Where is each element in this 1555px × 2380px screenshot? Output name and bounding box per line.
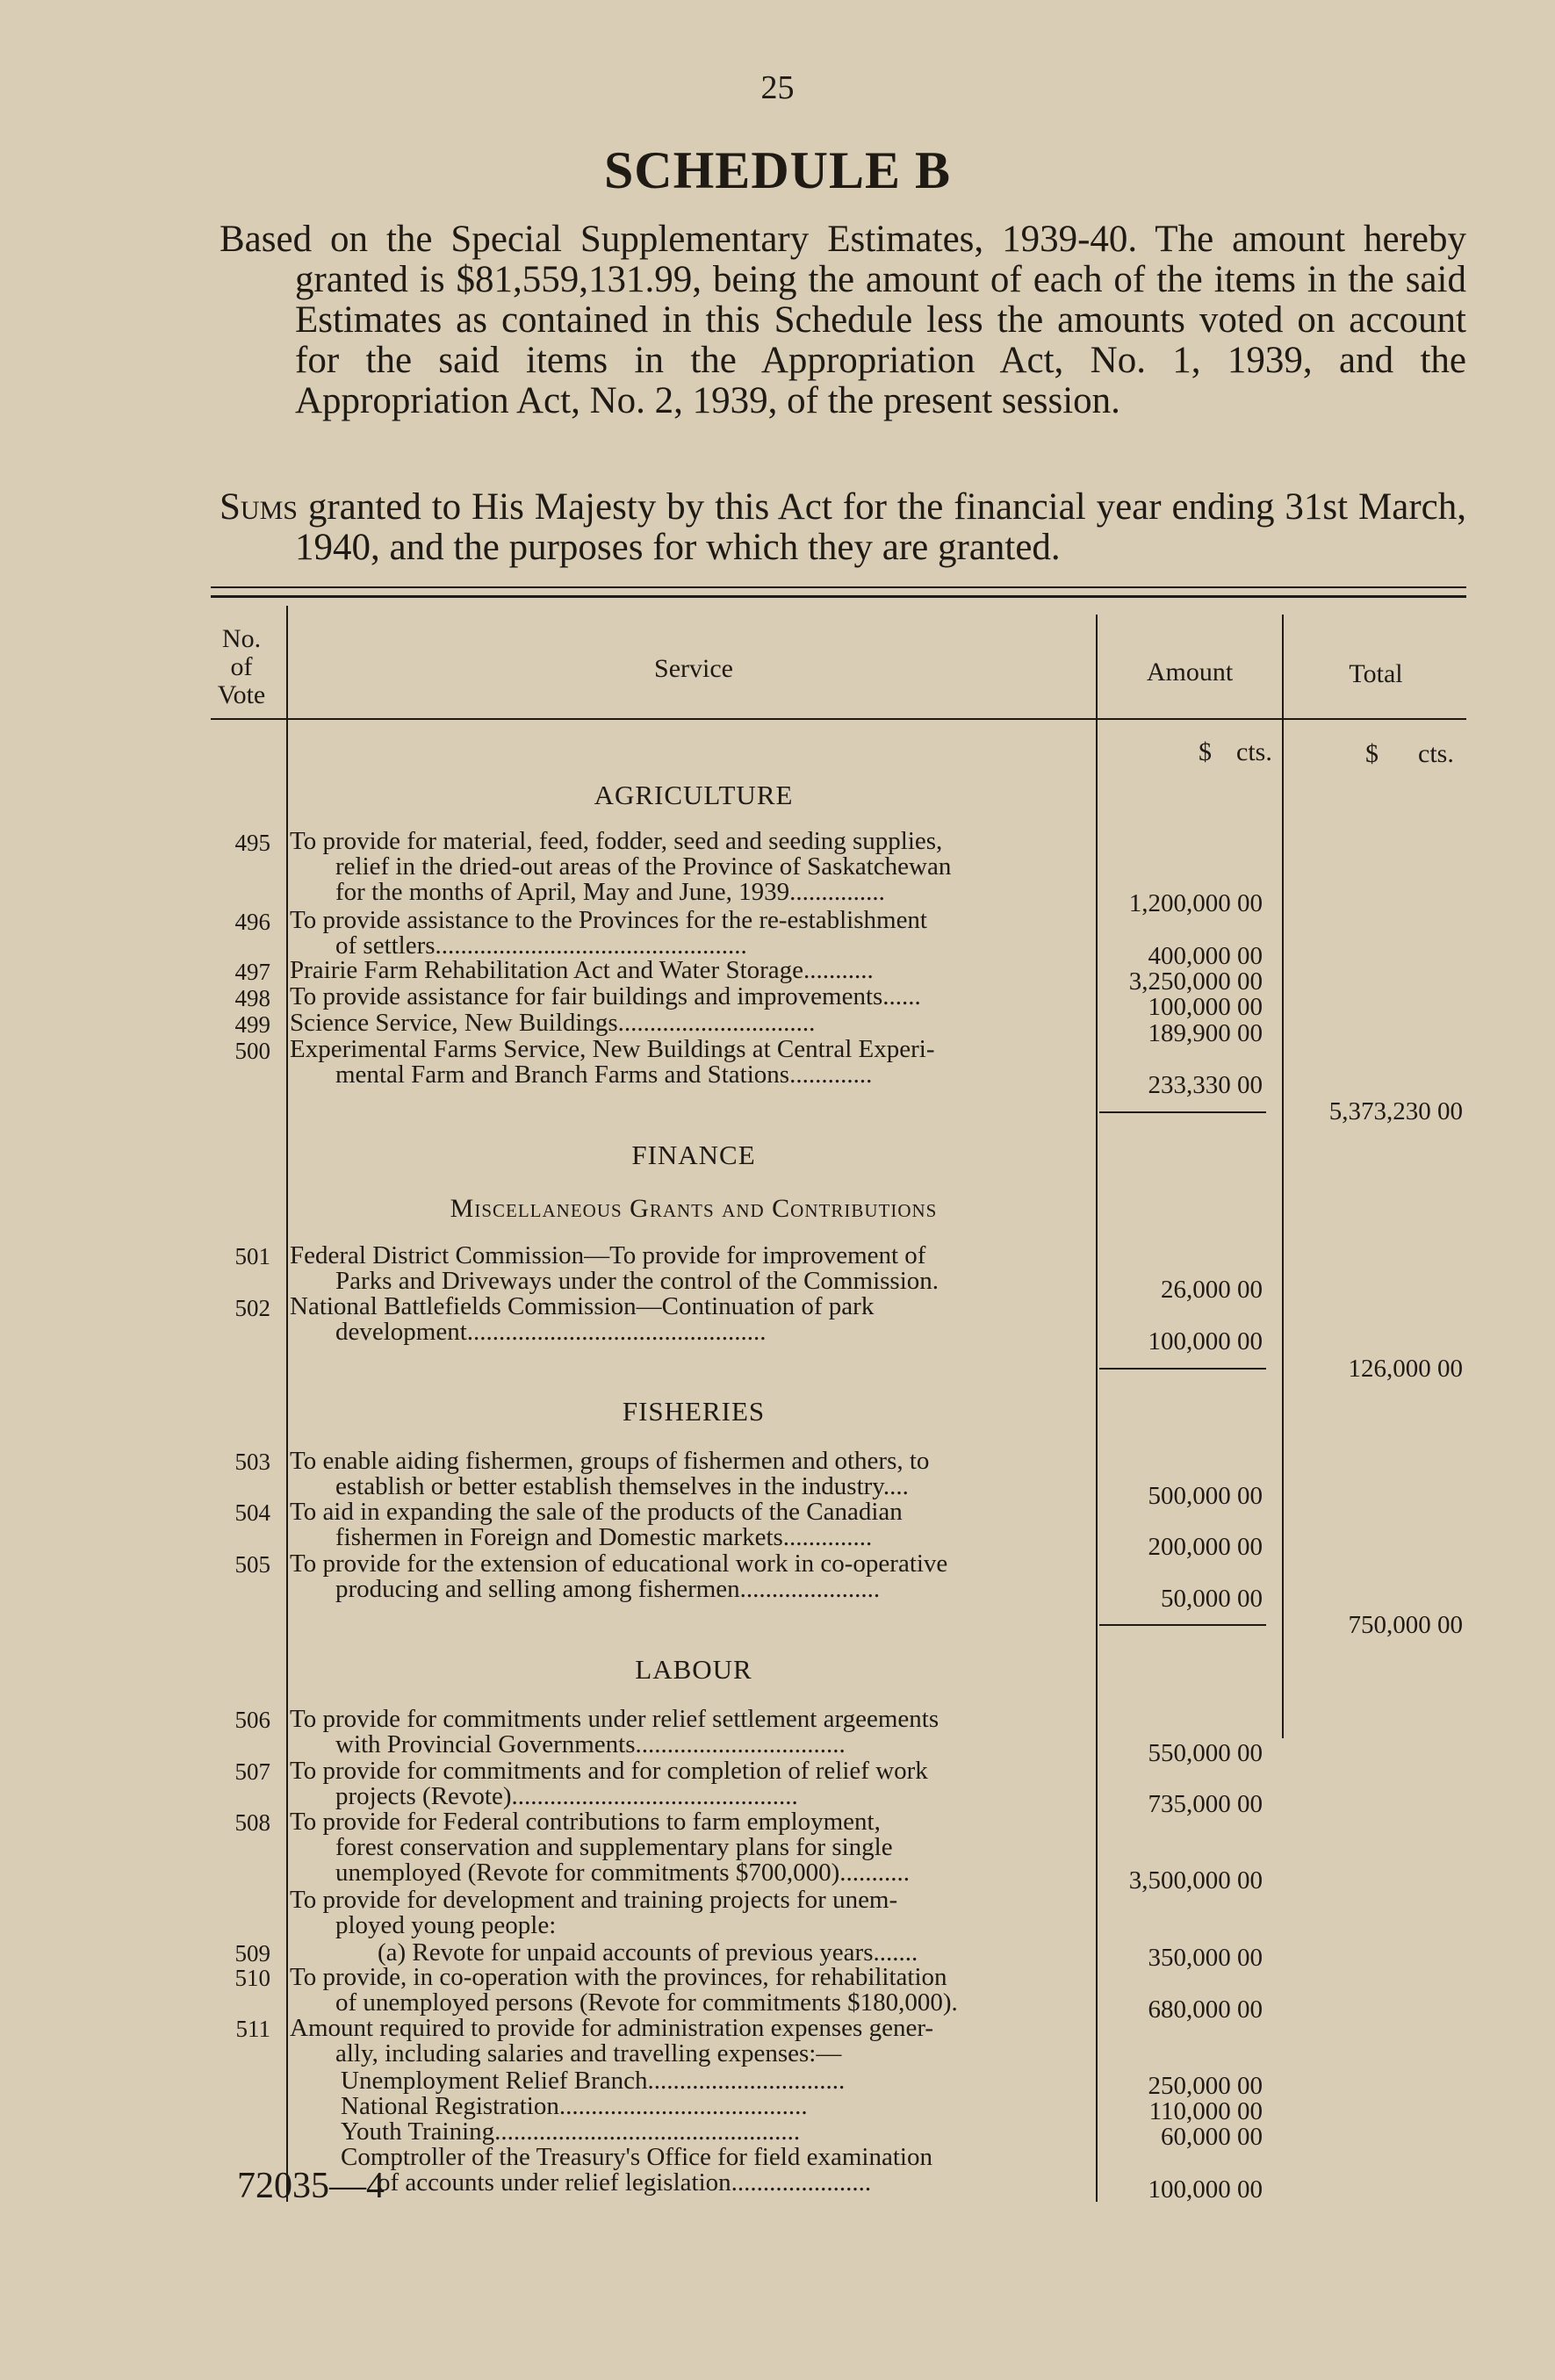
sums-lead: Sums	[220, 486, 298, 528]
section-agriculture: AGRICULTURE	[594, 780, 794, 810]
vote-number: 509	[234, 1940, 270, 1967]
amount-value: 350,000 00	[1148, 1944, 1263, 1972]
service-header: Service	[654, 654, 733, 683]
vote-number: 501	[234, 1243, 270, 1269]
service-item: To provide assistance to the Provinces for the re-establishment of settlers.................................................	[290, 908, 927, 959]
service-item: Science Service, New Buildings...............................	[290, 1010, 816, 1036]
vote-number: 506	[234, 1707, 270, 1733]
vote-number: 507	[234, 1758, 270, 1785]
total-header: Total	[1349, 659, 1403, 688]
service-item: Experimental Farms Service, New Buildings at Central Experi- mental Farm and Branch Farms and Stations.............	[290, 1037, 935, 1088]
subtotal-rule	[1099, 1624, 1266, 1626]
vote-number: 503	[234, 1449, 270, 1475]
service-subitem: Youth Training................................................	[341, 2119, 801, 2145]
sums-paragraph	[220, 486, 1466, 568]
service-subitem: Unemployment Relief Branch...............................	[341, 2068, 846, 2094]
service-item: Federal District Commission—To provide for improvement of Parks and Driveways under the control of the Commission.	[290, 1243, 939, 1294]
service-item: National Battlefields Commission—Continuation of park development...............................................	[290, 1294, 875, 1345]
amount-dollar-label: $	[1199, 737, 1212, 766]
vote-number: 499	[234, 1011, 270, 1038]
amount-value: 735,000 00	[1148, 1790, 1263, 1818]
service-item: To aid in expanding the sale of the products of the Canadian fishermen in Foreign and Domestic markets..............	[290, 1499, 903, 1550]
amount-value: 100,000 00	[1148, 1327, 1263, 1355]
amount-value: 1,200,000 00	[1128, 889, 1263, 917]
service-item: Amount required to provide for administration expenses gener- ally, including salaries and travelling expenses:—	[290, 2016, 934, 2067]
amount-value: 680,000 00	[1148, 1995, 1263, 2024]
amount-header: Amount	[1146, 658, 1234, 687]
amount-cents-label: cts.	[1236, 737, 1272, 766]
service-item: To provide for development and training projects for unem- ployed young people:	[290, 1887, 898, 1938]
footer-code: 72035—4	[237, 2166, 385, 2206]
service-item: To provide for commitments and for completion of relief work projects (Revote).............................................	[290, 1758, 928, 1809]
amount-value: 233,330 00	[1148, 1071, 1263, 1099]
vote-number: 502	[234, 1295, 270, 1321]
amount-value: 400,000 00	[1148, 942, 1263, 970]
section-total-fisheries: 750,000 00	[1348, 1611, 1463, 1639]
vote-header: No. of Vote	[217, 624, 266, 709]
amount-value: 250,000 00	[1148, 2072, 1263, 2100]
service-item: To provide for Federal contributions to farm employment, forest conservation and supplementary plans for single unemployed (Revote for commitments $700,000)...........	[290, 1809, 911, 1886]
vote-number: 504	[234, 1499, 270, 1526]
section-fisheries: FISHERIES	[622, 1396, 766, 1427]
service-item: (a) Revote for unpaid accounts of previous years.......	[378, 1940, 918, 1966]
vote-number: 510	[234, 1965, 270, 1991]
vote-number: 497	[234, 959, 270, 985]
amount-value: 50,000 00	[1161, 1585, 1263, 1613]
vote-number: 496	[234, 909, 270, 935]
page-number: 25	[760, 69, 795, 106]
subtotal-rule	[1099, 1111, 1266, 1113]
amount-column-rule	[1282, 615, 1284, 1738]
amount-value: 3,500,000 00	[1128, 1866, 1263, 1895]
vote-number: 505	[234, 1551, 270, 1578]
vote-number: 500	[234, 1038, 270, 1064]
vote-number: 495	[234, 830, 270, 856]
amount-value: 550,000 00	[1148, 1739, 1263, 1767]
service-item: To provide, in co-operation with the provinces, for rehabilitation of unemployed persons (Revote for commitments $180,000).	[290, 1965, 958, 2016]
section-finance: FINANCE	[631, 1140, 756, 1170]
section-labour: LABOUR	[635, 1654, 752, 1685]
service-item: To enable aiding fishermen, groups of fishermen and others, to establish or better establish themselves in the industry....	[290, 1449, 930, 1499]
service-subitem: Comptroller of the Treasury's Office for field examination of accounts under relief legislation......................	[341, 2145, 932, 2196]
vote-column-rule	[286, 606, 288, 2202]
intro-paragraph: Based on the Special Supplementary Estimates, 1939-40. The amount hereby granted is $81,559,131.99, being the amount of each of the items in the said Estimates as contained in this Schedule less the amounts voted on account for the said items in the Appropriation Act, No. 1, 1939, and the Appropriation Act, No. 2, 1939, of the present session.	[220, 219, 1466, 421]
total-cents-label: cts.	[1418, 739, 1454, 768]
service-subitem: National Registration.......................................	[341, 2094, 808, 2119]
amount-value: 100,000 00	[1148, 993, 1263, 1021]
table-top-rule	[211, 586, 1466, 588]
total-dollar-label: $	[1365, 739, 1379, 768]
section-total-finance: 126,000 00	[1348, 1355, 1463, 1383]
amount-value: 500,000 00	[1148, 1482, 1263, 1510]
service-item: To provide for the extension of educational work in co-operative producing and selling among fishermen......................	[290, 1551, 948, 1602]
service-item: Prairie Farm Rehabilitation Act and Water Storage...........	[290, 958, 874, 983]
table-top-rule-2	[211, 595, 1466, 598]
amount-value: 110,000 00	[1148, 2097, 1263, 2125]
amount-value: 26,000 00	[1161, 1276, 1263, 1304]
section-total-agriculture: 5,373,230 00	[1328, 1097, 1463, 1125]
service-item: To provide for commitments under relief settlement argeements with Provincial Governments.................................	[290, 1707, 939, 1758]
amount-value: 200,000 00	[1148, 1533, 1263, 1561]
amount-value: 100,000 00	[1148, 2175, 1263, 2204]
schedule-title: SCHEDULE B	[603, 141, 952, 199]
sums-text: granted to His Majesty by this Act for the financial year ending 31st March, 1940, and the purposes for which they are granted.	[295, 486, 1466, 568]
vote-number: 511	[235, 2016, 270, 2042]
subtotal-rule	[1099, 1368, 1266, 1370]
service-item: To provide assistance for fair buildings and improvements......	[290, 984, 921, 1010]
subsection-misc-grants: Miscellaneous Grants and Contributions	[450, 1194, 938, 1223]
service-item: To provide for material, feed, fodder, seed and seeding supplies, relief in the dried-out areas of the Province of Saskatchewan for the months of April, May and June, 1939...............	[290, 829, 952, 905]
amount-value: 60,000 00	[1161, 2123, 1263, 2151]
amount-value: 189,900 00	[1148, 1019, 1263, 1047]
amount-value: 3,250,000 00	[1128, 967, 1263, 996]
vote-number: 498	[234, 985, 270, 1011]
header-rule	[211, 718, 1466, 720]
vote-number: 508	[234, 1809, 270, 1836]
